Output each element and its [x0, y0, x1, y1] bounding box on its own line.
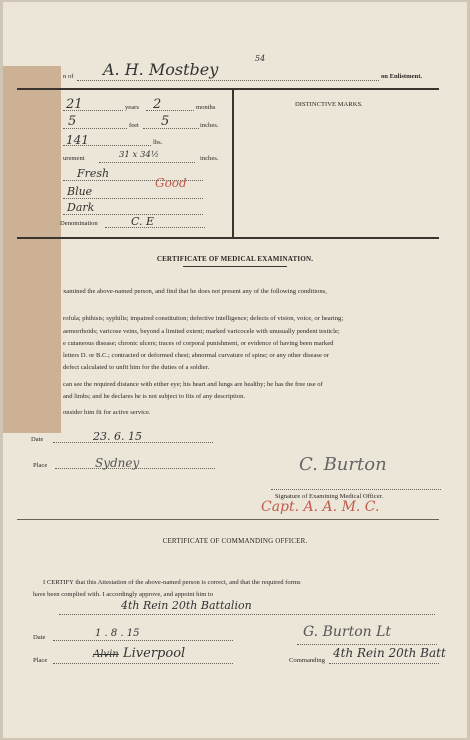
medical-signature-label: Signature of Examining Medical Officer. [275, 493, 384, 500]
medical-paragraph-line-7: can see the required distance with either eye; his heart and lungs are healthy; he has the free use of [63, 381, 323, 388]
name-label: n of [63, 73, 74, 80]
eyes-line [63, 198, 203, 199]
red-note-value: Good [155, 176, 187, 190]
denomination-value: C. E [131, 215, 155, 228]
complexion-value: Fresh [77, 167, 110, 180]
commanding-label: Commanding [289, 657, 325, 664]
medical-paragraph-line-8: and limbs; and he declares he is not subject to fits of any description. [63, 393, 246, 400]
commanding-place-label: Place [33, 657, 48, 664]
age-months-unit: months [196, 104, 216, 111]
chest-label: urement [63, 155, 85, 162]
on-enlistment-label: on Enlistment. [381, 73, 423, 80]
commanding-place-line [53, 663, 233, 664]
medical-paragraph-line-2: rofula; phthisis; syphilis; impaired constitution; defective intelligence; defects of vision, voice, or hearing; [63, 315, 344, 322]
commanding-certificate-heading: CERTIFICATE OF COMMANDING OFFICER. [162, 537, 308, 545]
age-years-line [63, 110, 123, 111]
commanding-place-value: Liverpool [123, 646, 186, 661]
section-divider-rule [17, 519, 439, 520]
denomination-line [105, 227, 205, 228]
commanding-statement-line-1: I CERTIFY that this Attestation of the above-named person is correct, and that the required forms [43, 579, 301, 586]
height-feet-value: 5 [68, 114, 77, 129]
height-feet-unit: feet [129, 122, 139, 129]
commanding-place-struck: Alvin [93, 649, 119, 660]
commanding-date-value: 1 . 8 . 15 [95, 628, 140, 639]
medical-date-label: Date [31, 436, 44, 443]
commanding-unit-value: 4th Rein 20th Batt [333, 646, 446, 660]
box-top-rule [17, 88, 439, 90]
commanding-signature-line [297, 644, 437, 645]
weight-value: 141 [66, 133, 89, 147]
medical-paragraph-line-4: e cutaneous disease; chronic ulcers; traces of corporal punishment, or evidence of having been marked [63, 340, 334, 347]
box-divider-rule [232, 88, 234, 238]
appointed-unit-line [59, 614, 435, 615]
paper-tape-strip [3, 66, 61, 433]
eyes-value: Blue [67, 185, 93, 198]
hair-value: Dark [67, 201, 95, 214]
commanding-officer-signature: G. Burton Lt [303, 624, 392, 640]
age-months-line [146, 110, 194, 111]
age-years-unit: years [125, 104, 139, 111]
height-feet-line [63, 128, 127, 129]
box-bottom-rule [17, 237, 439, 239]
medical-paragraph-line-5: letters D. or B.C.; contracted or deformed chest; abnormal curvature of spine; or any other disease or [63, 352, 330, 359]
commanding-date-line [53, 640, 233, 641]
medical-paragraph-line-6: defect calculated to unfit him for the duties of a soldier. [63, 364, 210, 371]
commanding-statement-line-2: have been complied with. I accordingly approve, and appoint him to [33, 591, 214, 598]
medical-paragraph-line-3: aemorrhoids; varicose veins, beyond a limited extent; marked varicocele with unusually pendent testicle; [63, 328, 340, 335]
medical-paragraph-line-9: onsider him fit for active service. [63, 409, 151, 416]
name-value: A. H. Mostbey [103, 60, 219, 79]
medical-signature-line [271, 489, 441, 490]
chest-unit: inches. [200, 155, 219, 162]
medical-certificate-heading: CERTIFICATE OF MEDICAL EXAMINATION. [156, 255, 314, 263]
chest-value: 31 x 34½ [119, 150, 160, 160]
medical-paragraph-line-1: xamined the above-named person, and find that he does not present any of the following conditions, [63, 288, 327, 295]
height-inches-line [143, 128, 199, 129]
medical-heading-underline [183, 266, 287, 267]
name-dotted-line [77, 80, 379, 81]
distinctive-marks-heading: DISTINCTIVE MARKS. [295, 101, 363, 108]
age-years-value: 21 [66, 97, 83, 112]
commanding-date-label: Date [33, 634, 46, 641]
medical-place-value: Sydney [95, 456, 140, 470]
denomination-label: Denomination [60, 220, 98, 227]
commanding-unit-line [329, 663, 439, 664]
weight-unit: lbs. [153, 139, 163, 146]
medical-officer-rank: Capt. A. A. M. C. [261, 499, 380, 515]
appointed-unit-value: 4th Rein 20th Battalion [121, 599, 252, 612]
attestation-page [3, 2, 467, 738]
medical-officer-signature: C. Burton [299, 454, 387, 475]
chest-line [99, 162, 195, 163]
height-inches-value: 5 [161, 114, 170, 129]
age-months-value: 2 [153, 97, 162, 112]
height-inches-unit: inches. [200, 122, 219, 129]
medical-date-value: 23. 6. 15 [93, 430, 142, 443]
weight-line [63, 145, 151, 146]
medical-place-label: Place [33, 462, 48, 469]
name-superscript: 54 [255, 54, 266, 63]
